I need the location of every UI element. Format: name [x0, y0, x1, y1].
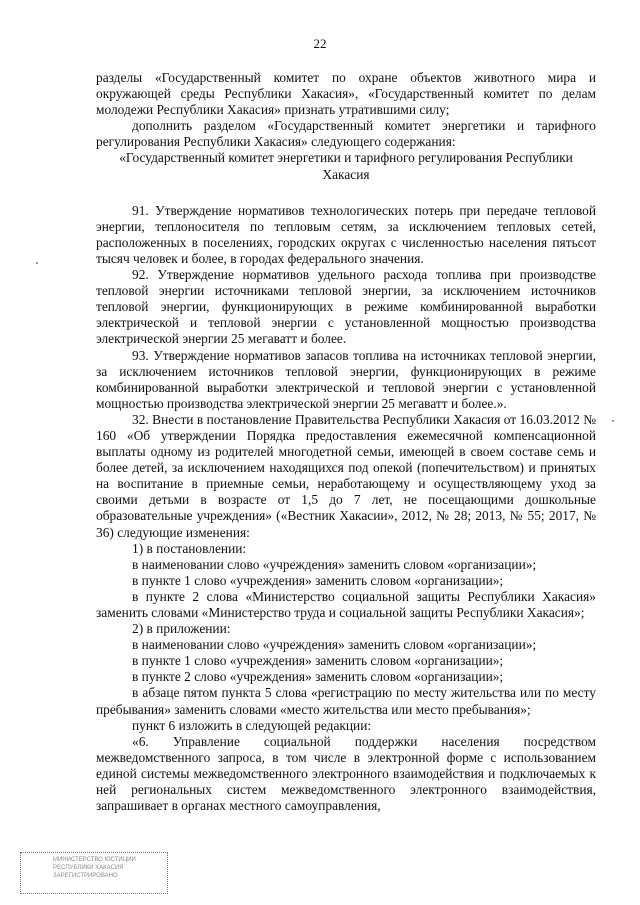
subitem-1-line-1: в наименовании слово «учреждения» заменить словом «организации»; — [132, 556, 537, 572]
subitem-2-line-4: в абзаце пятом пункта 5 слова «регистрацию по месту жительства или по месту пребывания» заменить словами «место жительства или место пребывания»; — [96, 685, 596, 717]
item-32: 32. Внести в постановление Правительства Республики Хакасия от 16.03.2012 № 160 «Об утверждении Порядка предоставления ежемесячной компенсационной выплаты одному из родителей многодетной семьи, имеющей в своем составе семь и более детей, за исключением находящихся под опекой (попечительством) и принятых на воспитание в приемные семьи, неработающему и осуществляющему уход за своими детьми в возрасте от 1,5 до 7 лет, не посещающими дошкольные образовательные учреждения» («Вестник Хакасии», 2012, № 28; 2013, № 55; 2017, № 36) следующие изменения: — [96, 411, 596, 540]
paragraph-add-section: дополнить разделом «Государственный комитет энергетики и тарифного регулирования Республики Хакасия» следующего содержания: — [96, 118, 596, 150]
subitem-2-line-1: в наименовании слово «учреждения» заменить словом «организации»; — [132, 637, 537, 653]
item-92: 92. Утверждение нормативов удельного расхода топлива при производстве тепловой энергии источниками тепловой энергии, за исключением источников тепловой энергии, функционирующих в режиме комбинированной выработки электрической и тепловой энергии с установленной мощностью производства электрической энергии 25 мегаватт и более. — [96, 267, 596, 347]
subitem-1-line-2: в пункте 1 слово «учреждения» заменить словом «организации»; — [132, 572, 504, 588]
subitem-2-header: 2) в приложении: — [132, 621, 231, 637]
subitem-2-line-2: в пункте 1 слово «учреждения» заменить словом «организации»; — [132, 653, 504, 669]
item-93: 93. Утверждение нормативов запасов топлива на источниках тепловой энергии, за исключением источников тепловой энергии, функционирующих в режиме комбинированной выработки электрической и тепловой энергии с установленной мощностью производства электрической энергии 25 мегаватт и более.». — [96, 347, 596, 411]
scan-mark — [612, 420, 614, 422]
point-6-text: «6. Управление социальной поддержки населения посредством межведомственного запроса, в том числе в электронной форме с использованием единой системы межведомственного электронного взаимодействия и подключаемых к ней региональных систем межведомственного электронного взаимодействия, запрашивает в органах местного самоуправления, — [96, 733, 596, 814]
scan-mark — [36, 262, 38, 264]
item-91: 91. Утверждение нормативов технологических потерь при передаче тепловой энергии, теплоносителя по тепловым сетям, за исключением тепловых сетей, расположенных в поселениях, городских округах с численностью населения пятьсот тысяч человек и более, в городах федерального значения. — [96, 202, 596, 266]
subitem-2-line-3: в пункте 2 слово «учреждения» заменить словом «организации»; — [132, 669, 504, 685]
document-body — [96, 70, 596, 814]
page-number: 22 — [313, 36, 327, 51]
registration-stamp: МИНИСТЕРСТВО ЮСТИЦИИ РЕСПУБЛИКИ ХАКАСИЯ ЗАРЕГИСТРИРОВАНО — [20, 852, 168, 894]
subitem-1-line-3: в пункте 2 слова «Министерство социальной защиты Республики Хакасия» заменить словами «Министерство труда и социальной защиты Республики Хакасия»; — [96, 588, 596, 620]
subitem-2-line-5: пункт 6 изложить в следующей редакции: — [132, 717, 372, 733]
paragraph-intro: разделы «Государственный комитет по охране объектов животного мира и окружающей среды Республики Хакасия», «Государственный комитет по делам молодежи Республики Хакасия» признать утратившими силу; — [96, 70, 596, 118]
subitem-1-header: 1) в постановлении: — [132, 540, 247, 556]
section-heading: «Государственный комитет энергетики и тарифного регулирования Республики Хакасия — [119, 150, 573, 182]
